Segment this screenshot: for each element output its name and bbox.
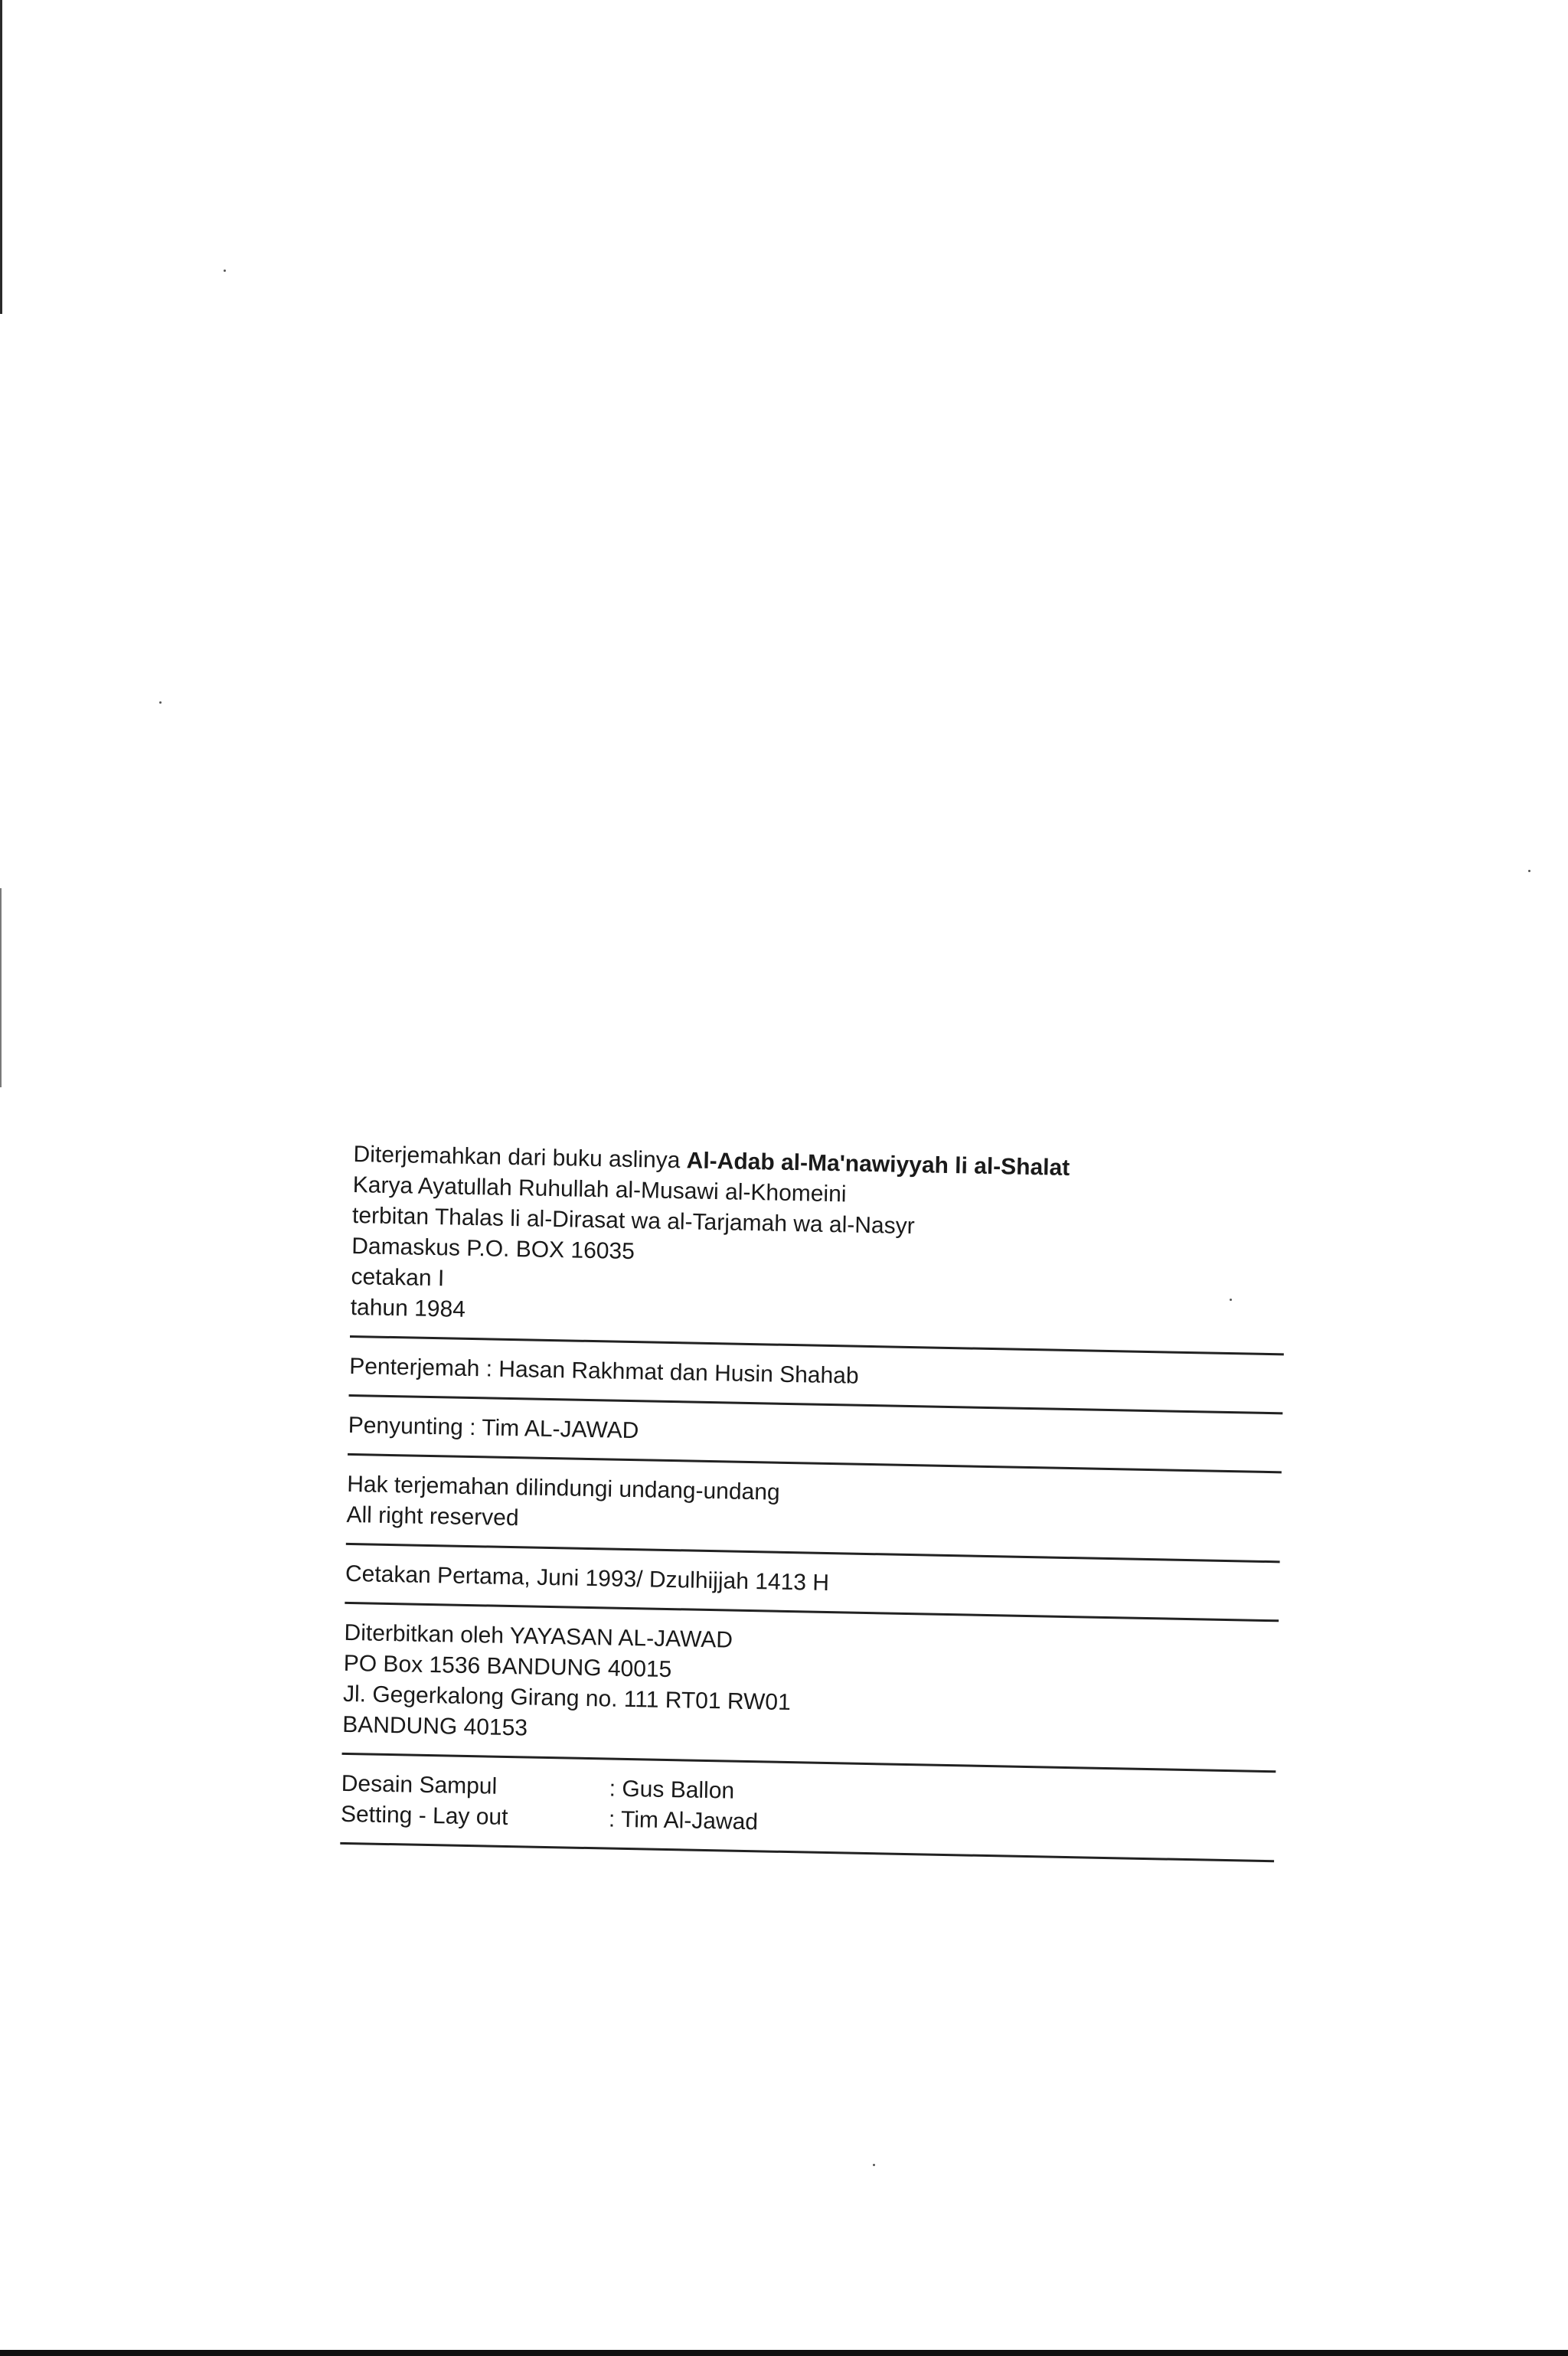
translator-label: Penterjemah (348, 1353, 480, 1382)
scan-speck (159, 701, 162, 704)
scan-speck (224, 270, 226, 272)
scan-bottom-edge (0, 2350, 1568, 2356)
rights-info (346, 1468, 1289, 1551)
credit-label: Setting - Lay out (340, 1801, 508, 1831)
colophon-block (340, 1138, 1295, 1874)
credits-info (341, 1767, 1283, 1850)
source-publisher: terbitan Thalas li al-Dirasat wa al-Tarjamah wa al-Nasyr (351, 1202, 915, 1240)
printing-info (345, 1557, 1288, 1609)
scan-edge-shadow (0, 0, 2, 314)
translator-value: : Hasan Rakhmat dan Husin Shahab (485, 1356, 859, 1389)
editor-value: : Tim AL-JAWAD (469, 1414, 639, 1444)
source-info (350, 1138, 1295, 1343)
scan-speck (1528, 870, 1530, 872)
rights-line-2: All right reserved (346, 1502, 519, 1531)
source-address: Damaskus P.O. BOX 16035 (351, 1233, 635, 1265)
source-title: Al-Adab al-Ma'nawiyyah li al-Shalat (686, 1148, 1070, 1181)
credit-value: : Gus Ballon (609, 1776, 735, 1804)
source-edition: cetakan I (351, 1263, 445, 1292)
publisher-line-1: Diterbitkan oleh YAYASAN AL-JAWAD (344, 1619, 733, 1653)
source-intro: Diterjemahkan dari buku aslinya (353, 1141, 681, 1174)
publisher-line-3: Jl. Gegerkalong Girang no. 111 RT01 RW01 (342, 1681, 792, 1716)
translator-info (349, 1350, 1292, 1402)
printing-line: Cetakan Pertama, Juni 1993/ Dzulhijjah 1413 H (345, 1560, 830, 1596)
credit-value: : Tim Al-Jawad (608, 1806, 759, 1835)
publisher-line-4: BANDUNG 40153 (341, 1711, 528, 1741)
editor-label: Penyunting (348, 1412, 464, 1440)
credit-label: Desain Sampul (341, 1770, 498, 1799)
source-year: tahun 1984 (350, 1294, 466, 1322)
scan-edge-shadow-lower (0, 888, 2, 1087)
publisher-line-2: PO Box 1536 BANDUNG 40015 (343, 1650, 672, 1683)
scan-speck (873, 2164, 875, 2166)
source-author: Karya Ayatullah Ruhullah al-Musawi al-Khomeini (352, 1171, 847, 1207)
publisher-info (342, 1616, 1286, 1760)
editor-info (348, 1409, 1290, 1461)
rights-line-1: Hak terjemahan dilindungi undang-undang (346, 1471, 780, 1505)
